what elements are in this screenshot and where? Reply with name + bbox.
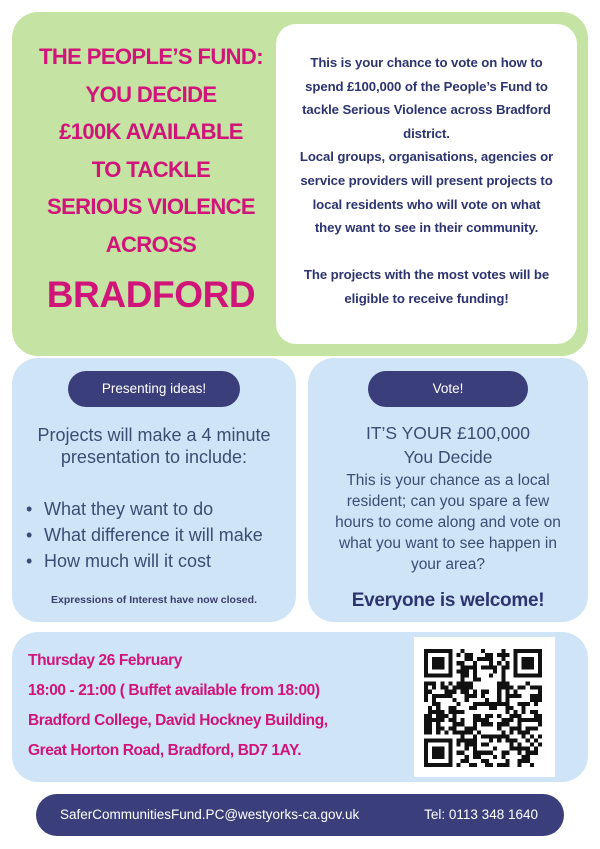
- qr-code-box[interactable]: [414, 637, 555, 777]
- title-line: £100K AVAILABLE: [59, 119, 243, 144]
- event-panel: [12, 632, 588, 782]
- presenting-panel: [12, 358, 296, 622]
- title-line: ACROSS: [105, 231, 197, 257]
- vote-body-line: your area?: [410, 556, 486, 573]
- presenting-intro: [12, 424, 296, 468]
- spacer: [286, 240, 567, 264]
- event-address: Great Horton Road, Bradford, BD7 1AY.: [28, 742, 302, 759]
- intro-line: district.: [403, 125, 450, 141]
- contact-footer: [36, 794, 564, 836]
- list-item: • What they want to do: [26, 496, 263, 522]
- contact-email-link[interactable]: SaferCommunitiesFund.PC@westyorks-ca.gov.uk: [60, 807, 360, 822]
- vote-pill: Vote!: [368, 371, 528, 407]
- closing-line: The projects with the most votes will be: [303, 267, 550, 283]
- event-details: [28, 646, 328, 766]
- vote-body: [314, 470, 582, 575]
- qr-code-icon[interactable]: [424, 649, 542, 767]
- presenting-intro-line: Projects will make a 4 minute: [37, 425, 271, 445]
- vote-body-line: what you want to see happen in: [338, 535, 557, 552]
- closing-line: eligible to receive funding!: [344, 290, 509, 306]
- presenting-ideas-pill: Presenting ideas!: [68, 371, 240, 407]
- title-line: SERIOUS VIOLENCE: [47, 194, 255, 219]
- vote-body-line: This is your chance as a local: [346, 472, 550, 489]
- vote-body-line: hours to come along and vote on: [335, 514, 561, 531]
- intro-line: service providers will present projects to: [300, 172, 553, 188]
- presentation-list: [26, 496, 263, 574]
- presenting-intro-line: presentation to include:: [60, 447, 248, 467]
- event-date: Thursday 26 February: [28, 652, 182, 669]
- intro-line: they want to see in their community.: [314, 220, 539, 236]
- intro-line: Local groups, organisations, agencies or: [299, 149, 554, 165]
- event-venue: Bradford College, David Hockney Building,: [28, 712, 328, 729]
- page-title: [20, 38, 282, 321]
- everyone-welcome: Everyone is welcome!: [351, 590, 545, 611]
- title-line: TO TACKLE: [91, 156, 211, 182]
- title-line: YOU DECIDE: [85, 81, 217, 107]
- list-item: • How much will it cost: [26, 548, 263, 574]
- contact-phone: Tel: 0113 348 1640: [424, 807, 538, 822]
- list-item: • What difference it will make: [26, 522, 263, 548]
- intro-line: tackle Serious Violence across Bradford: [302, 102, 551, 118]
- intro-line: This is your chance to vote on how to: [310, 55, 543, 70]
- event-time: 18:00 - 21:00 ( Buffet available from 18:00): [28, 682, 320, 699]
- header-panel: [12, 12, 588, 356]
- vote-panel: [308, 358, 588, 622]
- intro-line: local residents who will vote on what: [312, 196, 541, 212]
- intro-line: spend £100,000 of the People’s Fund to: [305, 78, 548, 94]
- vote-body-line: resident; can you spare a few: [346, 493, 550, 510]
- expressions-note: Expressions of Interest have now closed.: [51, 594, 257, 606]
- intro-card: [276, 24, 577, 344]
- title-bradford: BRADFORD: [46, 274, 256, 315]
- vote-heading: IT’S YOUR £100,000: [365, 423, 531, 443]
- title-line: THE PEOPLE’S FUND:: [39, 44, 263, 69]
- vote-subheading: You Decide: [403, 447, 493, 467]
